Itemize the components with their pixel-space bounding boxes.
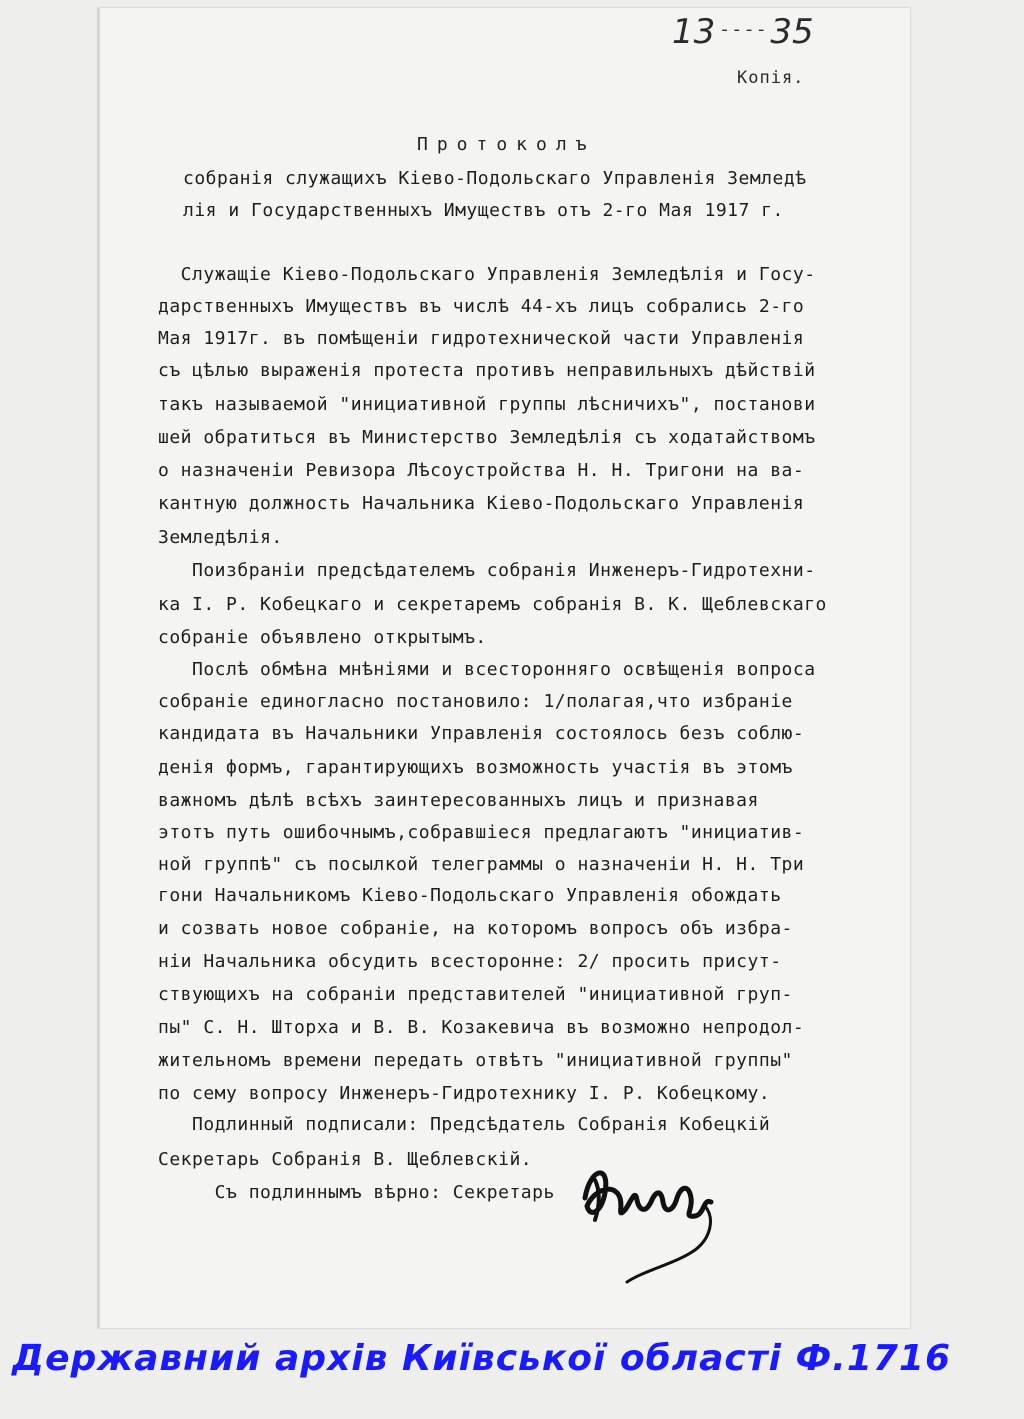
document-title: Протоколъ xyxy=(417,134,596,155)
body-line: собраніе единогласно постановило: 1/полагая,что избраніе xyxy=(158,691,793,712)
body-line: шей обратиться въ Министерство Земледѣлія съ ходатайствомъ xyxy=(158,427,816,448)
sheet-edge xyxy=(98,8,101,1328)
body-line: такъ называемой "инициативной группы лѣсничихъ", постанови xyxy=(158,394,816,415)
body-line: Поизбраніи предсѣдателемъ собранія Инженеръ-Гидротехни- xyxy=(158,560,816,581)
body-line: Подлинный подписали: Предсѣдатель Собранія Кобецкій xyxy=(158,1114,771,1135)
body-line: собраніе объявлено открытымъ. xyxy=(158,627,487,648)
archive-page-number xyxy=(672,12,814,52)
body-line: кандидата въ Начальники Управленія состоялось безъ соблю- xyxy=(158,723,805,744)
body-line: этотъ путь ошибочнымъ,собравшіеся предлагаютъ "инициатив- xyxy=(158,822,805,843)
body-line: Послѣ обмѣна мнѣніями и всесторонняго освѣщенія вопроса xyxy=(158,659,816,680)
body-line: Мая 1917г. въ помѣщеніи гидротехнической части Управленія xyxy=(158,328,805,349)
subtitle-line: лія и Государственныхъ Имуществъ отъ 2-го Мая 1917 г. xyxy=(183,200,784,221)
body-line: кантную должность Начальника Кіево-Подольскаго Управленія xyxy=(158,493,805,514)
archive-number-right: 35 xyxy=(770,12,814,52)
handwritten-signature xyxy=(565,1158,735,1288)
body-line: Секретарь Собранія В. Щеблевскій. xyxy=(158,1149,533,1170)
body-line: Служащіе Кіево-Подольскаго Управленія Земледѣлія и Госу- xyxy=(158,264,816,285)
body-line: денія формъ, гарантирующихъ возможность участія въ этомъ xyxy=(158,757,793,778)
body-line: съ цѣлью выраженія протеста противъ неправильныхъ дѣйствій xyxy=(158,360,816,381)
body-line: о назначеніи Ревизора Лѣсоустройства Н. Н. Тригони на ва- xyxy=(158,460,805,481)
copy-label: Копія. xyxy=(737,68,805,88)
subtitle-line: собранія служащихъ Кіево-Подольскаго Управленія Земледѣ xyxy=(183,168,807,189)
body-line: Земледѣлія. xyxy=(158,527,283,548)
body-line: по сему вопросу Инженеръ-Гидротехнику І. Р. Кобецкому. xyxy=(158,1083,771,1104)
body-line: дарственныхъ Имуществъ въ числѣ 44-хъ лицъ собрались 2-го xyxy=(158,296,805,317)
body-line: ніи Начальника обсудить всесторонне: 2/ просить присут- xyxy=(158,951,782,972)
body-line: ствующихъ на собраніи представителей "инициативной груп- xyxy=(158,984,793,1005)
body-line: ной группѣ" съ посылкой телеграммы о назначеніи Н. Н. Три xyxy=(158,854,805,875)
body-line: важномъ дѣлѣ всѣхъ заинтересованныхъ лицъ и признавая xyxy=(158,790,759,811)
body-line: гони Начальникомъ Кіево-Подольскаго Управленія обождать xyxy=(158,885,782,906)
body-line: и созвать новое собраніе, на которомъ вопросъ объ избра- xyxy=(158,918,793,939)
body-line: Съ подлиннымъ вѣрно: Секретарь xyxy=(158,1182,555,1203)
body-line: жительномъ времени передать отвѣтъ "инициативной группы" xyxy=(158,1050,793,1071)
body-line: ка І. Р. Кобецкаго и секретаремъ собранія В. К. Щеблевскаго xyxy=(158,594,827,615)
body-line: пы" С. Н. Шторха и В. В. Козакевича въ возможно непродол- xyxy=(158,1017,805,1038)
archive-watermark: Державний архів Київської області Ф.1716 xyxy=(12,1338,952,1379)
archive-number-left: 13 xyxy=(672,12,716,52)
archive-number-dash: - - - - xyxy=(721,19,765,40)
